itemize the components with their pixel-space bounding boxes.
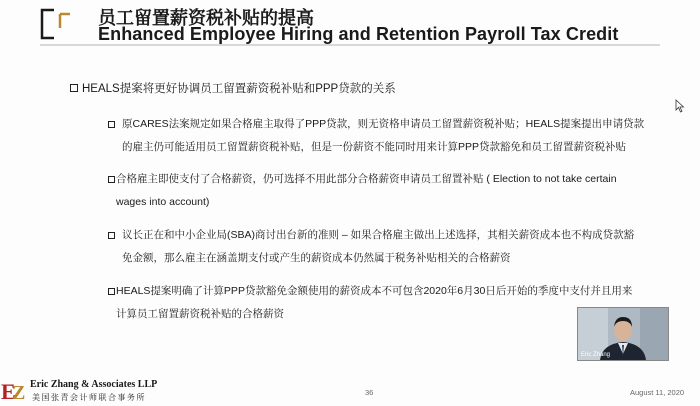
slide-title-chinese: 员工留置薪资税补贴的提高: [98, 8, 314, 29]
firm-name-chinese: 美国张青会计师联合事务所: [32, 393, 146, 402]
bullet-line: 计算员工留置薪资税补贴的合格薪资: [116, 308, 284, 320]
slide-date: August 11, 2020: [630, 388, 685, 397]
checkbox-bullet-icon: [70, 84, 78, 92]
main-heading-bullet: [70, 80, 396, 96]
checkbox-bullet-icon: [108, 121, 115, 128]
bullet-line: 议长正在和中小企业局(SBA)商讨出台新的准则 – 如果合格雇主做出上述选择，其相关薪资成本也不构成贷款豁: [122, 229, 635, 241]
main-heading-text: HEALS提案将更好协调员工留置薪资税补贴和PPP贷款的关系: [82, 83, 396, 95]
page-number: 36: [365, 388, 374, 397]
checkbox-bullet-icon: [108, 288, 115, 295]
firm-logo-icon: [0, 378, 30, 404]
title-bracket-logo: [40, 8, 76, 40]
bullet-line: 原CARES法案规定如果合格雇主取得了PPP贷款，则无资格申请员工留置薪资税补贴；HEALS提案提出申请贷款: [122, 118, 645, 130]
participant-name-label: Eric Zhang: [581, 352, 611, 358]
checkbox-bullet-icon: [108, 232, 115, 239]
svg-text:Z: Z: [12, 382, 26, 404]
svg-text:E: E: [1, 379, 16, 404]
webcam-video-tile[interactable]: [577, 307, 669, 361]
checkbox-bullet-icon: [108, 176, 115, 183]
title-divider: [40, 44, 660, 46]
mouse-cursor-icon: [675, 99, 685, 113]
bullet-line: HEALS提案明确了计算PPP贷款豁免金额使用的薪资成本不可包含2020年6月30日后开始的季度中支付并且用来: [116, 285, 633, 297]
bullet-line: wages into account): [116, 196, 210, 208]
firm-name: Eric Zhang & Associates LLP: [30, 379, 158, 390]
bullet-line: 合格雇主即使支付了合格薪资，仍可选择不用此部分合格薪资申请员工留置补贴 ( Election to not take certain: [116, 173, 617, 185]
bullet-line: 免金额，那么雇主在涵盖期支付或产生的薪资成本仍然属于税务补贴相关的合格薪资: [122, 252, 511, 264]
bullet-line: 的雇主仍可能适用员工留置薪资税补贴，但是一份薪资不能同时用来计算PPP贷款豁免和员工留置薪资税补贴: [122, 141, 627, 153]
slide-title-english: Enhanced Employee Hiring and Retention Payroll Tax Credit: [98, 24, 619, 44]
